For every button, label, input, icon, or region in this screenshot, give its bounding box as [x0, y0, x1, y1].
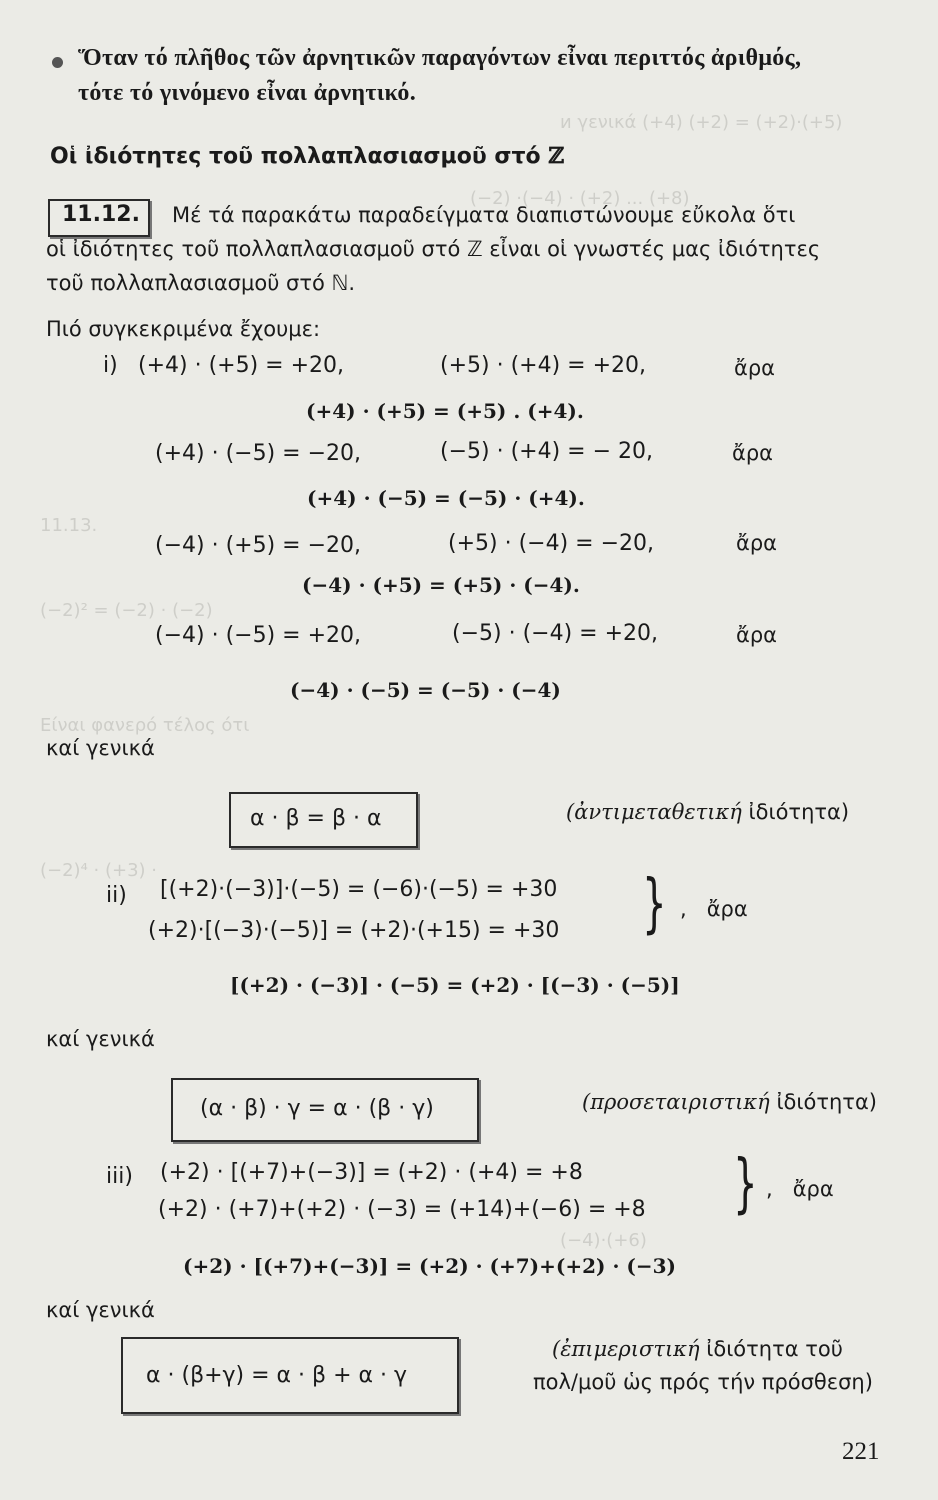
- distributive-property-name-line-2: πολ/μοῦ ὡς πρός τήν πρόσθεση): [533, 1370, 873, 1394]
- page-number: 221: [842, 1438, 880, 1465]
- associative-formula: (α · β) · γ = α · (β · γ): [200, 1096, 434, 1121]
- associative-property-name: (προσεταιριστική ἰδιότητα): [582, 1090, 877, 1114]
- rule-line-1: Ὅταν τό πλῆθος τῶν ἀρνητικῶν παραγόντων εἶναι περιττός ἀριθμός,: [78, 45, 802, 71]
- textbook-page: и γενικά (+4) (+2) = (+2)·(+5) (−2) ·(−4) · (+2) ... (+8) 11.13. (−2)² = (−2) · (−2) Είναι φανερό τέλος ότι (−2)⁴ · (+3) · (−4)·(+6) Ὅταν τό πλῆθος τῶν ἀρνητικῶν παραγόντων εἶναι περιττός ἀριθμός, τότε τό γινόμενο εἶναι ἀρνητικό. Οἱ ἰδιότητες τοῦ πολλαπλασιασμοῦ στό ℤ 11.12. Μέ τά παρακάτω παραδείγματα διαπιστώνουμε εὔκολα ὅτι οἱ ἰδιότητες τοῦ πολλαπλασιασμοῦ στό ℤ εἶναι οἱ γνωστές μας ἰδιότητες τοῦ πολλαπλασιασμοῦ στό ℕ. Πιό συγκεκριμένα ἔχουμε: i) (+4) · (+5) = +20, (+5) · (+4) = +20, ἄρα (+4) · (+5) = (+5) . (+4). (+4) · (−5) = −20, (−5) · (+4) = − 20, ἄρα (+4) · (−5) = (−5) · (+4). (−4) · (+5) = −20, (+5) · (−4) = −20, ἄρα (−4) · (+5) = (+5) · (−4). (−4) · (−5) = +20, (−5) · (−4) = +20, ἄρα (−4) · (−5) = (−5) · (−4) καί γενικά α · β = β · α (ἀντιμεταθετική ἰδιότητα) ii) [(+2)·(−3)]·(−5) = (−6)·(−5) = +30 (+2)·[(−3)·(−5)] = (+2)·(+15) = +30 } , ἄρα [(+2) · (−3)] · (−5) = (+2) · [(−3) · (−5)] καί γενικά (α · β) · γ = α · (β · γ) (προσεταιριστική ἰδιότητα) iii) (+2) · [(+7)+(−3)] = (+2) · (+4) = +8 (+2) · (+7)+(+2) · (−3) = (+14)+(−6) = +8 } , ἄρα (+2) · [(+7)+(−3)] = (+2) · (+7)+(+2) · (−3) καί γενικά α · (β+γ) = α · β + α · γ (ἐπιμεριστική ἰδιότητα τοῦ πολ/μοῦ ὡς πρός τήν πρόσθεση) 221: [40, 45, 880, 1465]
- bullet-dot: [52, 57, 63, 68]
- comm-row-3-right: (+5) · (−4) = −20,: [448, 531, 655, 556]
- paragraph-line-1: Μέ τά παρακάτω παραδείγματα διαπιστώνουμε εὔκολα ὅτι: [172, 203, 796, 227]
- assoc-brace: }: [642, 867, 667, 941]
- and-generally-1: καί γενικά: [46, 736, 155, 760]
- rule-line-2: τότε τό γινόμενο εἶναι ἀρνητικό.: [78, 80, 416, 106]
- and-generally-2: καί γενικά: [46, 1027, 155, 1051]
- comm-row-2-result: (+4) · (−5) = (−5) · (+4).: [307, 486, 585, 510]
- paragraph-number: 11.12.: [62, 202, 140, 227]
- comm-row-4-therefore: ἄρα: [736, 623, 778, 647]
- comm-row-1-right: (+5) · (+4) = +20,: [440, 353, 647, 378]
- distributive-property-name-line-1: (ἐπιμεριστική ἰδιότητα τοῦ: [552, 1337, 843, 1361]
- section-heading-text: Οἱ ἰδιότητες τοῦ πολλαπλασιασμοῦ στό: [50, 144, 541, 169]
- assoc-line-1: [(+2)·(−3)]·(−5) = (−6)·(−5) = +30: [160, 877, 558, 902]
- commutative-property-name: (ἀντιμεταθετική ἰδιότητα): [566, 800, 850, 824]
- assoc-line-2: (+2)·[(−3)·(−5)] = (+2)·(+15) = +30: [148, 918, 560, 943]
- comm-row-4-result: (−4) · (−5) = (−5) · (−4): [290, 678, 561, 702]
- comm-row-3-left: (−4) · (+5) = −20,: [155, 533, 362, 558]
- comm-row-2-right: (−5) · (+4) = − 20,: [440, 439, 654, 464]
- label-i: i): [103, 353, 118, 378]
- label-iii: iii): [106, 1164, 133, 1189]
- dist-therefore: , ἄρα: [766, 1177, 834, 1201]
- commutative-formula: α · β = β · α: [250, 806, 382, 831]
- assoc-result: [(+2) · (−3)] · (−5) = (+2) · [(−3) · (−5)]: [230, 973, 680, 997]
- dist-line-1: (+2) · [(+7)+(−3)] = (+2) · (+4) = +8: [160, 1160, 583, 1185]
- comm-row-2-therefore: ἄρα: [732, 441, 774, 465]
- integers-symbol: ℤ: [548, 143, 565, 169]
- dist-brace: }: [733, 1147, 758, 1221]
- paragraph-line-2: οἱ ἰδιότητες τοῦ πολλαπλασιασμοῦ στό ℤ εἶναι οἱ γνωστές μας ἰδιότητες: [46, 237, 821, 261]
- dist-line-2: (+2) · (+7)+(+2) · (−3) = (+14)+(−6) = +8: [158, 1197, 646, 1222]
- dist-result: (+2) · [(+7)+(−3)] = (+2) · (+7)+(+2) · (−3): [183, 1254, 676, 1278]
- comm-row-4-right: (−5) · (−4) = +20,: [452, 621, 659, 646]
- label-ii: ii): [106, 883, 127, 908]
- and-generally-3: καί γενικά: [46, 1298, 155, 1322]
- comm-row-3-therefore: ἄρα: [736, 531, 778, 555]
- comm-row-3-result: (−4) · (+5) = (+5) · (−4).: [302, 573, 580, 597]
- paragraph-line-3: τοῦ πολλαπλασιασμοῦ στό ℕ.: [46, 271, 356, 295]
- comm-row-4-left: (−4) · (−5) = +20,: [155, 623, 362, 648]
- comm-row-1-therefore: ἄρα: [734, 356, 776, 380]
- comm-row-2-left: (+4) · (−5) = −20,: [155, 441, 362, 466]
- distributive-formula: α · (β+γ) = α · β + α · γ: [146, 1363, 408, 1388]
- comm-row-1-left: (+4) · (+5) = +20,: [138, 353, 345, 378]
- assoc-therefore: , ἄρα: [680, 897, 748, 921]
- comm-row-1-result: (+4) · (+5) = (+5) . (+4).: [306, 399, 584, 423]
- section-heading: [50, 143, 564, 169]
- specifically-text: Πιό συγκεκριμένα ἔχουμε:: [46, 317, 321, 341]
